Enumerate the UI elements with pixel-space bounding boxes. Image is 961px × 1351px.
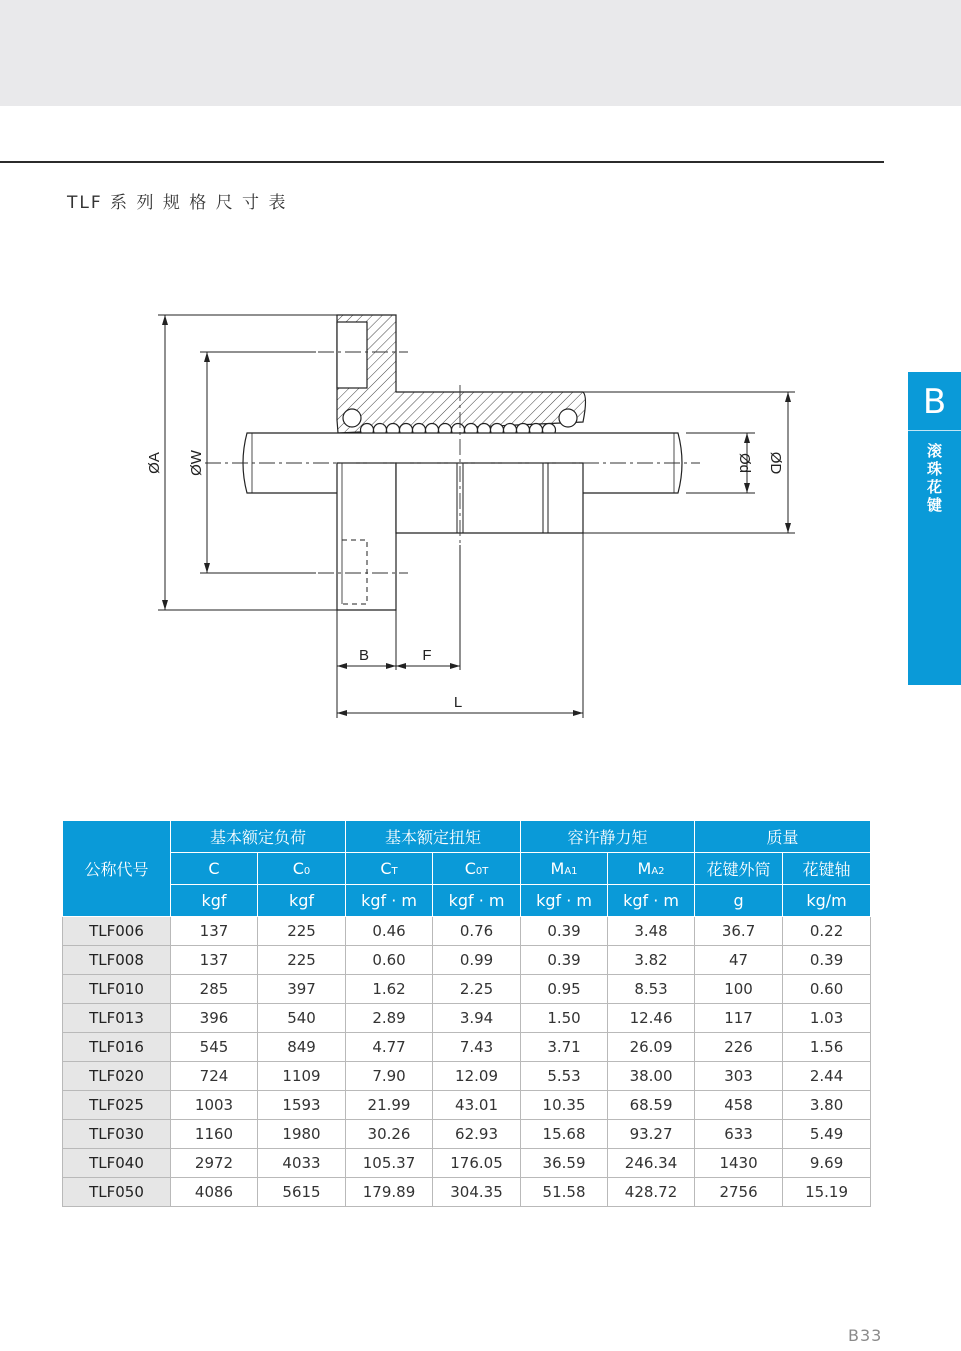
value-cell: 2756 — [695, 1178, 783, 1207]
header-dynamic-load: 基本额定负荷 — [171, 821, 346, 853]
value-cell: 100 — [695, 975, 783, 1004]
section-title: TLF 系 列 规 格 尺 寸 表 — [67, 193, 288, 213]
value-cell: 225 — [258, 917, 346, 946]
chapter-letter: B — [922, 382, 947, 422]
value-cell: 2.25 — [433, 975, 521, 1004]
value-cell: 724 — [171, 1062, 258, 1091]
header-model: 公称代号 — [63, 821, 171, 917]
value-cell: 0.76 — [433, 917, 521, 946]
value-cell: 62.93 — [433, 1120, 521, 1149]
value-cell: 7.90 — [346, 1062, 433, 1091]
value-cell: 1003 — [171, 1091, 258, 1120]
value-cell: 0.46 — [346, 917, 433, 946]
model-cell: TLF013 — [63, 1004, 171, 1033]
value-cell: 3.82 — [608, 946, 695, 975]
unit-cell: g — [695, 885, 783, 917]
value-cell: 1.03 — [783, 1004, 871, 1033]
unit-cell: kgf · m — [346, 885, 433, 917]
dim-label-b: B — [358, 647, 370, 664]
model-cell: TLF008 — [63, 946, 171, 975]
value-cell: 3.94 — [433, 1004, 521, 1033]
value-cell: 225 — [258, 946, 346, 975]
value-cell: 30.26 — [346, 1120, 433, 1149]
value-cell: 397 — [258, 975, 346, 1004]
value-cell: 0.95 — [521, 975, 608, 1004]
value-cell: 0.39 — [521, 946, 608, 975]
value-cell: 8.53 — [608, 975, 695, 1004]
value-cell: 1980 — [258, 1120, 346, 1149]
table-row — [63, 1033, 871, 1062]
value-cell: 3.48 — [608, 917, 695, 946]
value-cell: 1430 — [695, 1149, 783, 1178]
header-torque: 基本额定扭矩 — [346, 821, 521, 853]
value-cell: 137 — [171, 946, 258, 975]
dim-label-l: L — [453, 694, 463, 711]
subheader-c: C — [171, 853, 258, 885]
dim-label-w: ØW — [188, 450, 205, 476]
model-cell: TLF040 — [63, 1149, 171, 1178]
chapter-label-char: 滚 — [926, 442, 942, 460]
value-cell: 117 — [695, 1004, 783, 1033]
table-row — [63, 1062, 871, 1091]
flange-bolt-hole — [337, 322, 367, 388]
value-cell: 93.27 — [608, 1120, 695, 1149]
value-cell: 1.50 — [521, 1004, 608, 1033]
chapter-label-char: 花 — [926, 478, 942, 496]
value-cell: 540 — [258, 1004, 346, 1033]
value-cell: 5.53 — [521, 1062, 608, 1091]
chapter-tab-divider — [908, 430, 961, 431]
value-cell: 4086 — [171, 1178, 258, 1207]
subheader-ma1: MA1 — [521, 853, 608, 885]
unit-cell: kgf · m — [608, 885, 695, 917]
dim-label-f: F — [422, 647, 432, 664]
subheader-c0t: C0T — [433, 853, 521, 885]
chapter-tab[interactable] — [908, 372, 961, 685]
value-cell: 5.49 — [783, 1120, 871, 1149]
table-row — [63, 946, 871, 975]
value-cell: 1.56 — [783, 1033, 871, 1062]
model-cell: TLF020 — [63, 1062, 171, 1091]
value-cell: 38.00 — [608, 1062, 695, 1091]
tlf-dimension-drawing — [130, 300, 810, 725]
value-cell: 15.68 — [521, 1120, 608, 1149]
subheader-shaft: 花键轴 — [783, 853, 871, 885]
subheader-outer: 花键外筒 — [695, 853, 783, 885]
value-cell: 849 — [258, 1033, 346, 1062]
value-cell: 21.99 — [346, 1091, 433, 1120]
value-cell: 0.60 — [346, 946, 433, 975]
table-row — [63, 1149, 871, 1178]
value-cell: 1.62 — [346, 975, 433, 1004]
subheader-c0: C0 — [258, 853, 346, 885]
value-cell: 2.44 — [783, 1062, 871, 1091]
value-cell: 9.69 — [783, 1149, 871, 1178]
unit-cell: kgf · m — [521, 885, 608, 917]
unit-cell: kg/m — [783, 885, 871, 917]
value-cell: 285 — [171, 975, 258, 1004]
spline-outer — [396, 463, 583, 533]
dim-label-d-outer: ØD — [767, 451, 784, 475]
value-cell: 1593 — [258, 1091, 346, 1120]
table-row — [63, 1178, 871, 1207]
value-cell: 12.46 — [608, 1004, 695, 1033]
chapter-label-char: 珠 — [926, 460, 942, 478]
value-cell: 51.58 — [521, 1178, 608, 1207]
value-cell: 137 — [171, 917, 258, 946]
header-band — [0, 0, 961, 106]
unit-cell: kgf — [258, 885, 346, 917]
value-cell: 0.39 — [783, 946, 871, 975]
value-cell: 1109 — [258, 1062, 346, 1091]
page-number: B33 — [848, 1326, 883, 1345]
model-cell: TLF010 — [63, 975, 171, 1004]
value-cell: 0.60 — [783, 975, 871, 1004]
table-row — [63, 1004, 871, 1033]
value-cell: 36.59 — [521, 1149, 608, 1178]
value-cell: 3.71 — [521, 1033, 608, 1062]
header-static-moment: 容许静力矩 — [521, 821, 695, 853]
value-cell: 396 — [171, 1004, 258, 1033]
value-cell: 0.39 — [521, 917, 608, 946]
value-cell: 12.09 — [433, 1062, 521, 1091]
value-cell: 26.09 — [608, 1033, 695, 1062]
table-row — [63, 1091, 871, 1120]
model-cell: TLF006 — [63, 917, 171, 946]
table-row — [63, 1120, 871, 1149]
table-row — [63, 975, 871, 1004]
value-cell: 5615 — [258, 1178, 346, 1207]
model-cell: TLF050 — [63, 1178, 171, 1207]
value-cell: 43.01 — [433, 1091, 521, 1120]
value-cell: 0.99 — [433, 946, 521, 975]
chapter-label — [908, 442, 961, 514]
header-rule — [0, 161, 884, 163]
value-cell: 2972 — [171, 1149, 258, 1178]
value-cell: 68.59 — [608, 1091, 695, 1120]
value-cell: 428.72 — [608, 1178, 695, 1207]
value-cell: 47 — [695, 946, 783, 975]
value-cell: 458 — [695, 1091, 783, 1120]
value-cell: 176.05 — [433, 1149, 521, 1178]
model-cell: TLF016 — [63, 1033, 171, 1062]
value-cell: 545 — [171, 1033, 258, 1062]
spec-table-body — [63, 917, 871, 1207]
value-cell: 226 — [695, 1033, 783, 1062]
value-cell: 179.89 — [346, 1178, 433, 1207]
unit-cell: kgf — [171, 885, 258, 917]
flange-section — [337, 315, 586, 433]
value-cell: 15.19 — [783, 1178, 871, 1207]
spec-table — [62, 820, 871, 1207]
value-cell: 304.35 — [433, 1178, 521, 1207]
subheader-ma2: MA2 — [608, 853, 695, 885]
value-cell: 105.37 — [346, 1149, 433, 1178]
value-cell: 633 — [695, 1120, 783, 1149]
subheader-ct: CT — [346, 853, 433, 885]
model-cell: TLF025 — [63, 1091, 171, 1120]
table-row — [63, 917, 871, 946]
header-mass: 质量 — [695, 821, 871, 853]
value-cell: 36.7 — [695, 917, 783, 946]
value-cell: 3.80 — [783, 1091, 871, 1120]
value-cell: 7.43 — [433, 1033, 521, 1062]
model-cell: TLF030 — [63, 1120, 171, 1149]
value-cell: 303 — [695, 1062, 783, 1091]
value-cell: 246.34 — [608, 1149, 695, 1178]
unit-cell: kgf · m — [433, 885, 521, 917]
value-cell: 0.22 — [783, 917, 871, 946]
value-cell: 1160 — [171, 1120, 258, 1149]
value-cell: 2.89 — [346, 1004, 433, 1033]
value-cell: 4033 — [258, 1149, 346, 1178]
value-cell: 4.77 — [346, 1033, 433, 1062]
value-cell: 10.35 — [521, 1091, 608, 1120]
chapter-label-char: 键 — [926, 496, 942, 514]
dim-label-d: Ød — [736, 452, 753, 474]
dim-label-a: ØA — [146, 452, 163, 474]
